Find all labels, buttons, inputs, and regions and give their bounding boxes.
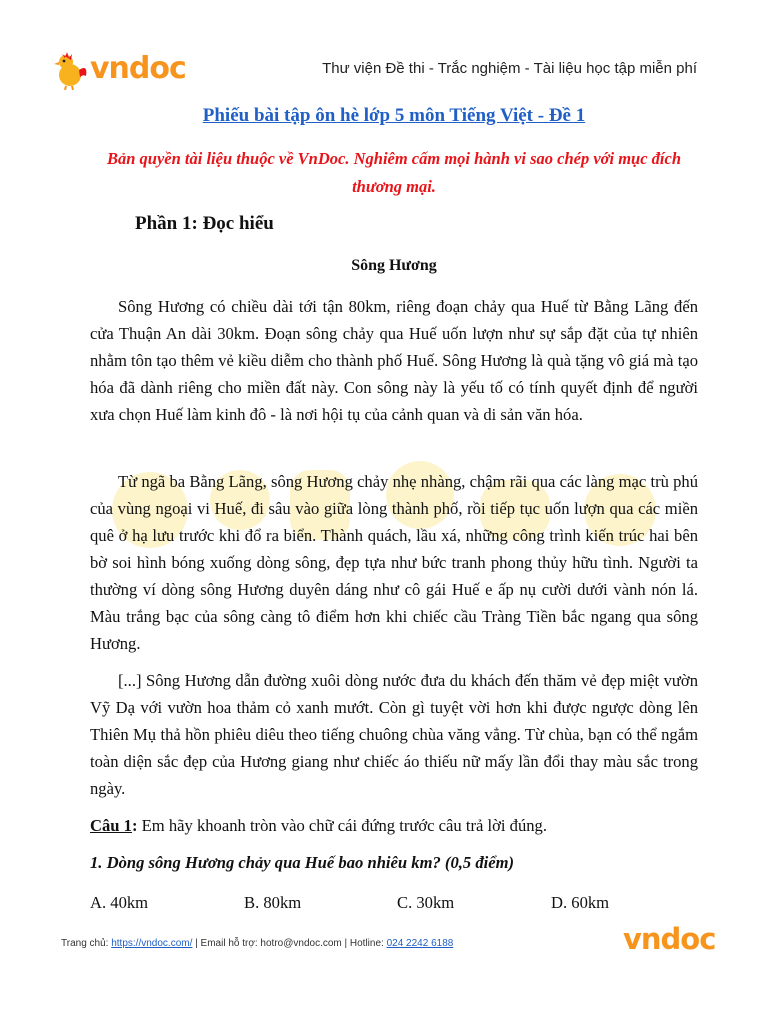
sub-question-1: 1. Dòng sông Hương chảy qua Huế bao nhiêu km? (0,5 điểm)	[90, 853, 515, 872]
footer-logo[interactable]: vndoc	[623, 922, 716, 956]
question-1-text: Em hãy khoanh tròn vào chữ cái đứng trước câu trả lời đúng.	[137, 816, 547, 835]
option-d[interactable]: D. 60km	[551, 893, 610, 912]
passage-paragraph-1: Sông Hương có chiều dài tới tận 80km, riêng đoạn chảy qua Huế từ Bằng Lãng đến cửa Thuận An dài 30km. Đoạn sông chảy qua Huế uốn lượn như sự sắp đặt của tự nhiên nhằm tôn tạo thêm vẻ kiều diễm cho thành phố Huế. Sông Hương là quà tặng vô giá mà tạo hóa đã dành riêng cho miền đất này. Con sông này là yếu tố có tính quyết định để người xưa chọn Huế làm kinh đô - là nơi hội tụ của cảnh quan và di sản văn hóa.	[90, 297, 698, 424]
document-title[interactable]: Phiếu bài tập ôn hè lớp 5 môn Tiếng Việt - Đề 1	[202, 105, 586, 126]
copyright-notice: Bản quyền tài liệu thuộc về VnDoc. Nghiêm cấm mọi hành vi sao chép với mục đích thương mại.	[107, 149, 681, 196]
question-1-colon: :	[131, 816, 138, 835]
section-heading: Phần 1: Đọc hiểu	[135, 213, 274, 234]
footer-hotline-link[interactable]: 024 2242 6188	[386, 938, 454, 949]
option-c[interactable]: C. 30km	[397, 893, 455, 912]
option-a[interactable]: A. 40km	[90, 893, 149, 912]
passage-paragraph-3: [...] Sông Hương dẫn đường xuôi dòng nước đưa du khách đến thăm vẻ đẹp miệt vườn Vỹ Dạ với vườn hoa thảm cỏ xanh mướt. Còn gì tuyệt vời hơn khi được ngược dòng lên Thiên Mụ thả hồn phiêu diêu theo tiếng chuông chùa văng vẳng. Từ chùa, bạn có thể ngắm toàn diện sắc đẹp của Hương giang như chiếc áo thiếu nữ mấy lần đổi thay màu sắc trong ngày.	[90, 671, 698, 798]
rooster-mascot-icon	[52, 50, 92, 90]
question-1-label: Câu 1	[90, 816, 132, 835]
passage-title: Sông Hương	[351, 257, 437, 274]
footer-home-link[interactable]: https://vndoc.com/	[111, 938, 193, 949]
footer-contact	[61, 938, 453, 949]
question-1	[90, 816, 547, 836]
vndoc-logo[interactable]	[52, 50, 197, 90]
header-tagline: Thư viện Đề thi - Trắc nghiệm - Tài liệu học tập miễn phí	[322, 60, 697, 77]
footer-email-text: | Email hỗ trợ: hotro@vndoc.com | Hotline:	[192, 938, 387, 949]
logo-text: vndoc	[90, 51, 186, 86]
footer-home-label: Trang chủ:	[61, 938, 112, 949]
passage-paragraph-2: Từ ngã ba Bằng Lãng, sông Hương chảy nhẹ nhàng, chậm rãi qua các làng mạc trù phú của vùng ngoại vi Huế, đi sâu vào giữa lòng thành phố, rồi tiếp tục uốn lượn qua các miền quê ở hạ lưu trước khi đổ ra biển. Thành quách, lầu xá, những công trình kiến trúc hai bên bờ soi hình bóng xuống dòng sông, đẹp tựa như bức tranh phong thủy hữu tình. Người ta thường ví dòng sông Hương duyên dáng như cô gái Huế e ấp nụ cười dưới vành nón lá. Màu trắng bạc của sông càng tô điểm hơn khi chiếc cầu Tràng Tiền bắc ngang qua sông Hương.	[90, 472, 698, 653]
option-b[interactable]: B. 80km	[244, 893, 302, 912]
